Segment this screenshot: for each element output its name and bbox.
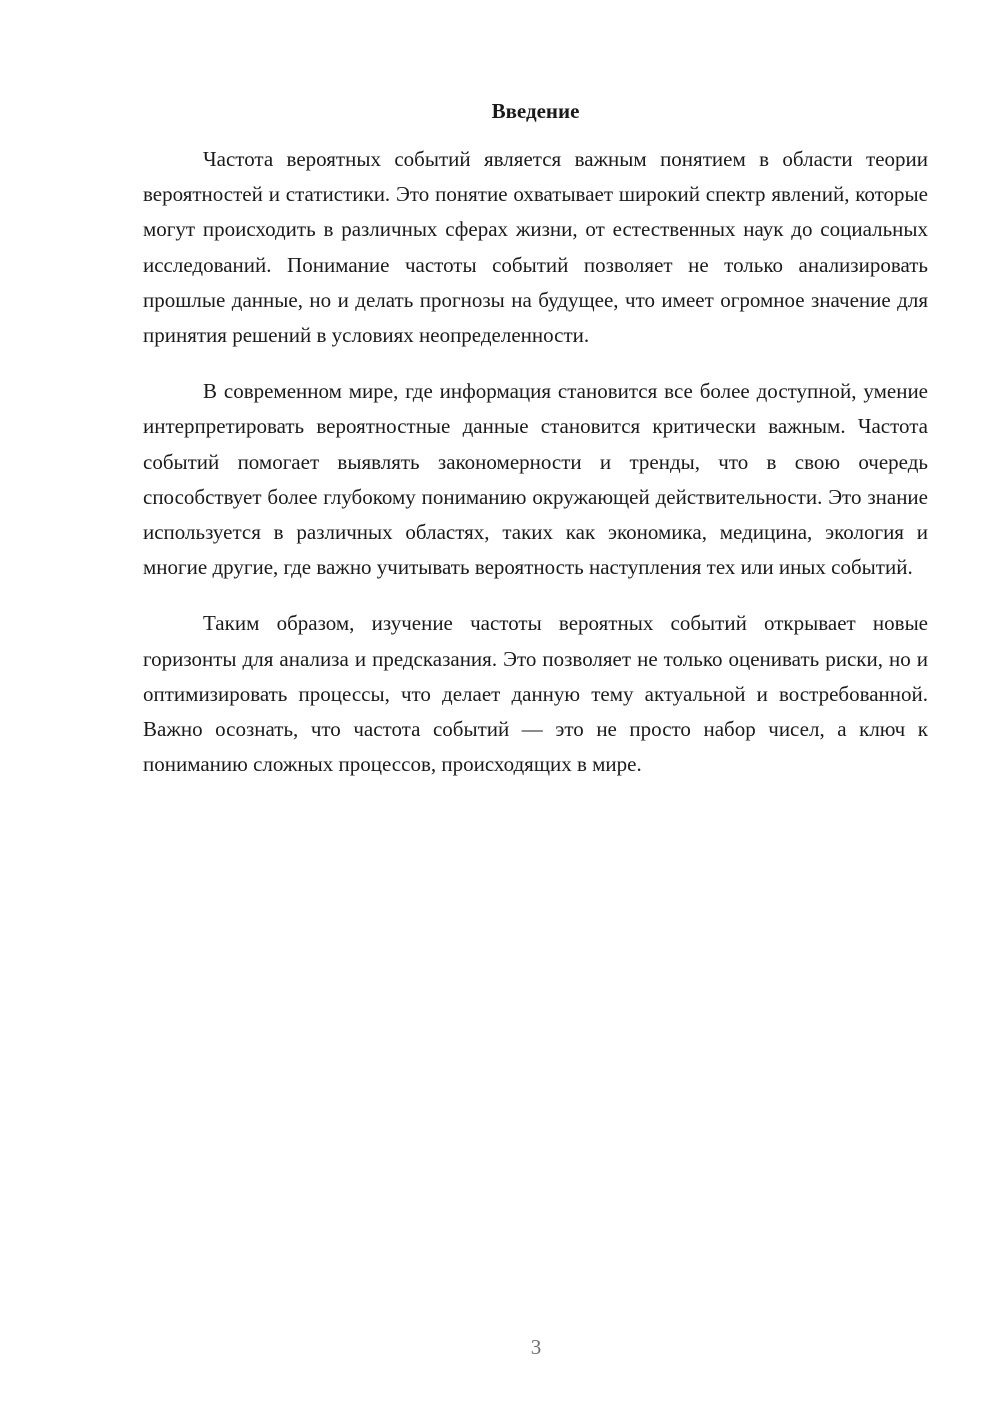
- paragraph-2: В современном мире, где информация становится все более доступной, умение интерпретировать вероятностные данные становится критически важным. Частота событий помогает выявлять закономерности и тренды, что в свою очередь способствует более глубокому пониманию окружающей действительности. Это знание используется в различных областях, таких как экономика, медицина, экология и многие другие, где важно учитывать вероятность наступления тех или иных событий.: [143, 379, 928, 580]
- body-text: [143, 142, 928, 803]
- paragraph-3: Таким образом, изучение частоты вероятных событий открывает новые горизонты для анализа и предсказания. Это позволяет не только оценивать риски, но и оптимизировать процессы, что делает данную тему актуальной и востребованной. Важно осознать, что частота событий — это не просто набор чисел, а ключ к пониманию сложных процессов, происходящих в мире.: [143, 611, 928, 777]
- section-title: Введение: [491, 99, 580, 123]
- paragraph-1: Частота вероятных событий является важным понятием в области теории вероятностей и статистики. Это понятие охватывает широкий спектр явлений, которые могут происходить в различных сферах жизни, от естественных наук до социальных исследований. Понимание частоты событий позволяет не только анализировать прошлые данные, но и делать прогнозы на будущее, что имеет огромное значение для принятия решений в условиях неопределенности.: [143, 147, 928, 348]
- page-number: 3: [530, 1335, 542, 1359]
